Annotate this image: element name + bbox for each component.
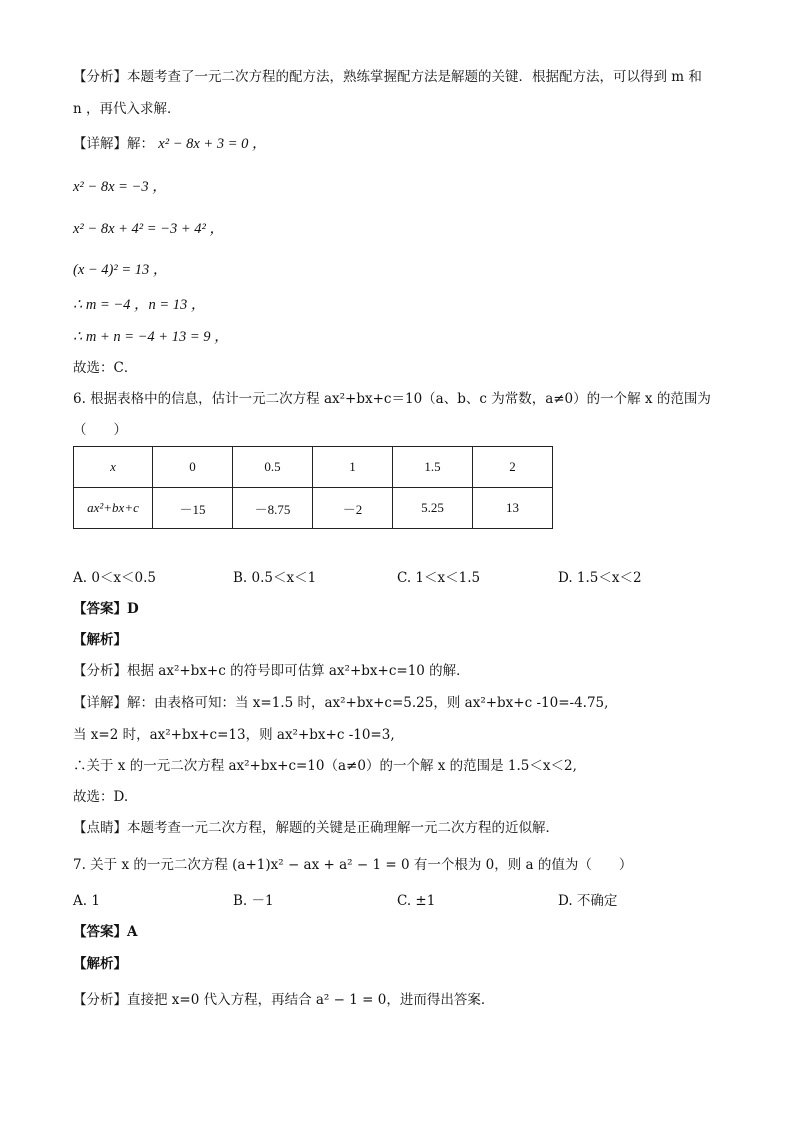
q6-value-table: [73, 446, 553, 529]
q6-analysis: 【分析】根据 ax²+bx+c 的符号即可估算 ax²+bx+c=10 的解．: [73, 663, 470, 679]
table-cell: 0: [153, 447, 233, 488]
q7-answer: 【答案】A: [73, 924, 138, 940]
q6-answer: 【答案】D: [73, 601, 139, 617]
prev-detail-line: [73, 135, 267, 153]
prev-step-6: ∴ m + n = −4 + 13 = 9 ，: [73, 329, 229, 345]
table-cell: 1: [313, 447, 393, 488]
table-row: [74, 447, 553, 488]
prev-choose: 故选：C．: [73, 360, 138, 376]
q6-stem-line-1: 6. 根据表格中的信息，估计一元二次方程 ax²+bx+c＝10（a、b、c 为常数，a≠0）的一个解 x 的范围为: [73, 391, 711, 407]
table-cell: 1.5: [393, 447, 473, 488]
q7-option-c: C. ±1: [397, 893, 436, 909]
q6-detail-line-2: 当 x=2 时，ax²+bx+c=13，则 ax²+bx+c -10=3,: [73, 727, 395, 743]
q6-option-a: A. 0＜x＜0.5: [73, 570, 157, 586]
q7-jiexi: 【解析】: [73, 956, 127, 972]
q7-analysis: 【分析】直接把 x=0 代入方程，再结合 a² − 1 = 0，进而得出答案．: [73, 992, 495, 1008]
prev-step-4: (x − 4)² = 13 ，: [73, 262, 168, 278]
q6-detail-line-3: ∴关于 x 的一元二次方程 ax²+bx+c=10（a≠0）的一个解 x 的范围是 1.5＜x＜2,: [73, 758, 577, 774]
prev-step-3: x² − 8x + 4² = −3 + 4² ，: [73, 221, 224, 237]
q6-option-b: B. 0.5＜x＜1: [233, 570, 317, 586]
q7-stem: 7. 关于 x 的一元二次方程 (a+1)x² − ax + a² − 1 = 0 有一个根为 0，则 a 的值为（ ）: [73, 857, 633, 873]
prev-analysis-line-1: 【分析】本题考查了一元二次方程的配方法，熟练掌握配方法是解题的关键．根据配方法，可以得到 m 和: [73, 69, 702, 85]
table-cell: －8.75: [233, 488, 313, 529]
q6-choose: 故选：D.: [73, 789, 129, 805]
q6-option-c: C. 1＜x＜1.5: [397, 570, 481, 586]
prev-step-1: x² − 8x + 3 = 0 ，: [158, 136, 267, 152]
prev-analysis-line-2: n ，再代入求解．: [73, 101, 181, 117]
table-row: [74, 488, 553, 529]
q6-stem-line-2: （ ）: [73, 422, 127, 438]
table-cell: －15: [153, 488, 233, 529]
prev-detail-head: 【详解】解：: [73, 136, 154, 152]
q7-option-b: B. －1: [233, 893, 274, 909]
table-cell: 13: [473, 488, 553, 529]
q6-option-d: D. 1.5＜x＜2: [558, 570, 642, 586]
prev-step-5: ∴ m = −4 ，n = 13 ，: [73, 297, 206, 313]
q6-dianjing: 【点睛】本题考查一元二次方程，解题的关键是正确理解一元二次方程的近似解．: [73, 820, 559, 836]
table-cell: －2: [313, 488, 393, 529]
q7-option-a: A. 1: [73, 893, 100, 909]
table-header-x: x: [74, 447, 153, 488]
table-header-expr: ax²+bx+c: [74, 488, 153, 529]
q6-jiexi: 【解析】: [73, 632, 127, 648]
table-cell: 2: [473, 447, 553, 488]
q6-detail-line-1: 【详解】解：由表格可知：当 x=1.5 时，ax²+bx+c=5.25，则 ax²+bx+c -10=-4.75,: [73, 695, 609, 711]
q7-option-d: D. 不确定: [558, 893, 618, 909]
table-cell: 0.5: [233, 447, 313, 488]
prev-step-2: x² − 8x = −3 ，: [73, 179, 167, 195]
table-cell: 5.25: [393, 488, 473, 529]
